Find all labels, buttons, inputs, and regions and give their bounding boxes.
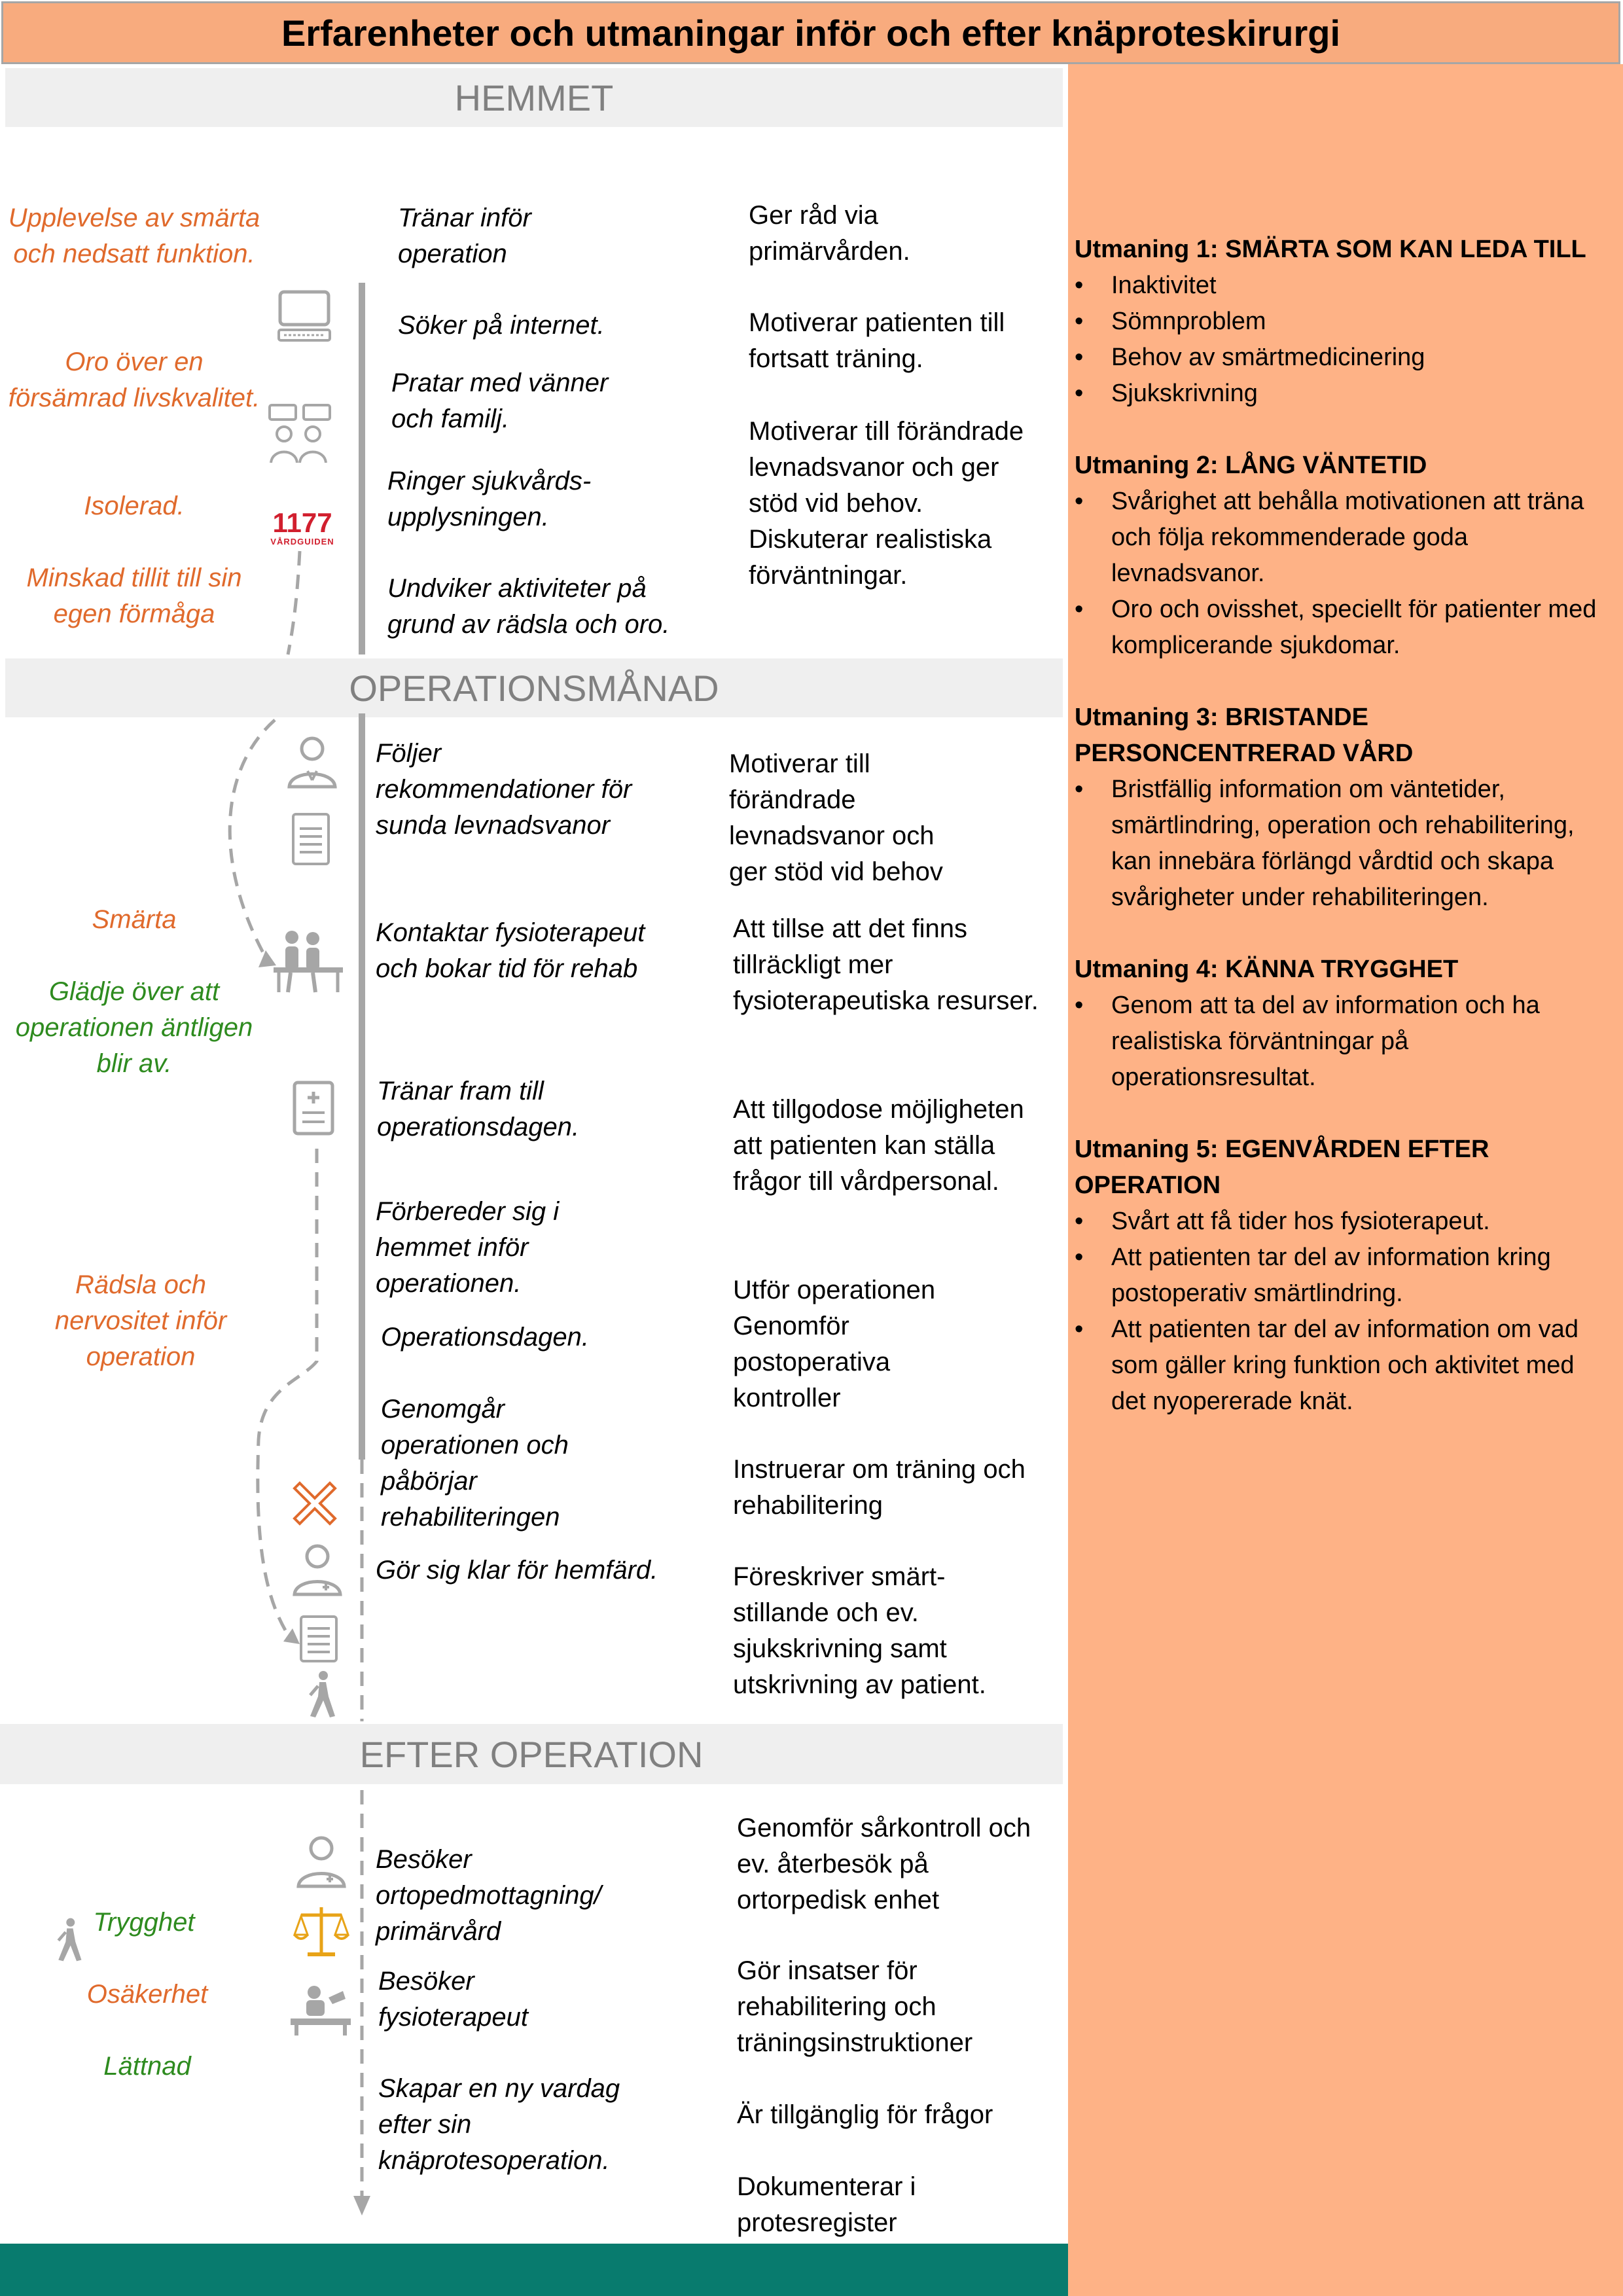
challenge-item: • Sjukskrivning xyxy=(1075,376,1611,412)
nurse-icon xyxy=(288,1538,347,1597)
vardguiden-logo-number: 1177 xyxy=(272,507,332,538)
section-after-operation: EFTER OPERATION xyxy=(0,1724,1063,1784)
medical-chart-icon xyxy=(291,1079,336,1138)
care-primary-advice: Ger råd via primärvården. xyxy=(749,201,910,266)
challenge-block xyxy=(1075,700,1611,916)
activity-undergoes-surgery: Genomgår operationen och påbörjar rehabiliteringen xyxy=(381,1395,569,1532)
physiotherapist-icon xyxy=(288,1984,353,2037)
challenge-heading: Utmaning 3: BRISTANDE PERSONCENTRERAD VÅRD xyxy=(1075,704,1414,767)
care-motivate-training: Motiverar patienten till fortsatt träning. xyxy=(749,308,1005,373)
activity-prepares-discharge: Gör sig klar för hemfärd. xyxy=(376,1556,658,1585)
section-home: HEMMET xyxy=(5,68,1063,127)
care-motivate-lifestyle: Motiverar till förändrade levnadsvanor och ger stöd vid behov xyxy=(729,749,943,886)
challenge-item: • Behov av smärtmedicinering xyxy=(1075,340,1611,376)
dashed-path-home xyxy=(288,551,300,655)
challenge-block xyxy=(1075,232,1611,412)
physiotherapy-icon xyxy=(272,928,344,994)
activity-new-everyday: Skapar en ny vardag efter sin knäprotesoperation. xyxy=(378,2074,620,2175)
challenge-item: • Inaktivitet xyxy=(1075,268,1611,304)
emotion-pain: Smärta xyxy=(92,905,177,934)
emotion-worry-quality: Oro över en försämrad livskvalitet. xyxy=(8,348,260,412)
emotion-relief: Lättnad xyxy=(103,2052,191,2081)
section-operation-month: OPERATIONSMÅNAD xyxy=(5,658,1063,717)
care-available-questions: Är tillgänglig för frågor xyxy=(737,2100,993,2129)
activity-trains-until-surgery: Tränar fram till operationsdagen. xyxy=(377,1077,580,1141)
care-ensure-physio-resources: Att tillse att det finns tillräckligt mer fysioterapeutiska resurser. xyxy=(733,914,1039,1015)
doctor-icon xyxy=(283,730,342,789)
emotion-security: Trygghet xyxy=(93,1908,195,1937)
challenges-list xyxy=(1075,232,1611,1420)
care-instructs-rehab: Instruerar om träning och rehabilitering xyxy=(733,1455,1026,1520)
challenge-item: • Att patienten tar del av information kring postoperativ smärtlindring. xyxy=(1075,1240,1611,1312)
challenge-item: • Svårt att få tider hos fysioterapeut. xyxy=(1075,1204,1611,1240)
challenge-heading: Utmaning 4: KÄNNA TRYGGHET xyxy=(1075,956,1459,983)
activity-follows-recommendations: Följer rekommendationer för sunda levnadsvanor xyxy=(376,739,632,840)
care-rehab-efforts: Gör insatser för rehabilitering och träningsinstruktioner xyxy=(737,1956,973,2057)
emotion-isolated: Isolerad. xyxy=(84,492,185,520)
page-title: Erfarenheter och utmaningar inför och efter knäproteskirurgi xyxy=(1,1,1620,64)
challenge-heading: Utmaning 1: SMÄRTA SOM KAN LEDA TILL xyxy=(1075,236,1586,263)
activity-surgery-day: Operationsdagen. xyxy=(381,1323,590,1352)
challenge-heading: Utmaning 5: EGENVÅRDEN EFTER OPERATION xyxy=(1075,1136,1489,1199)
challenge-item: • Genom att ta del av information och ha realistiska förväntningar på operationsresultat. xyxy=(1075,988,1611,1096)
computer-icon xyxy=(275,288,334,347)
activity-talk-friends: Pratar med vänner och familj. xyxy=(391,368,609,433)
activity-visits-physio: Besöker fysioterapeut xyxy=(378,1967,529,2032)
timeline-arrow-end xyxy=(353,2196,370,2215)
challenge-item: • Oro och ovisshet, speciellt för patienter med komplicerande sjukdomar. xyxy=(1075,592,1611,664)
vardguiden-logo-label: VÅRDGUIDEN xyxy=(270,537,334,547)
emotion-joy: Glädje över att operationen äntligen blir av. xyxy=(15,977,253,1078)
care-performs-surgery: Utför operationen Genomför postoperativa kontroller xyxy=(733,1276,936,1412)
challenge-item: • Svårighet att behålla motivationen att träna och följa rekommenderade goda levnadsvanor. xyxy=(1075,484,1611,592)
challenge-item: • Bristfällig information om väntetider, smärtlindring, operation och rehabilitering, kan innebära förlängd vårdtid och skapa svårigheter under rehabiliteringen. xyxy=(1075,772,1611,916)
activity-search-internet: Söker på internet. xyxy=(398,311,605,340)
care-questions-staff: Att tillgodose möjligheten att patienten kan ställa frågor till vårdpersonal. xyxy=(733,1095,1024,1196)
activity-prepares-home: Förbereder sig i hemmet inför operationen. xyxy=(376,1197,560,1298)
care-prescribes-painkillers: Föreskriver smärt-stillande och ev. sjukskrivning samt utskrivning av patient. xyxy=(733,1562,986,1699)
care-prosthesis-register: Dokumenterar i protesregister xyxy=(737,2172,916,2237)
activity-contacts-physio: Kontaktar fysioterapeut och bokar tid för rehab xyxy=(376,918,645,983)
care-wound-check: Genomför sårkontroll och ev. återbesök på ortorpedisk enhet xyxy=(737,1814,1031,1914)
walking-person-icon xyxy=(304,1670,339,1719)
discharge-document-icon xyxy=(296,1613,342,1665)
activity-call-healthline: Ringer sjukvårds-upplysningen. xyxy=(387,467,592,531)
challenge-block xyxy=(1075,448,1611,664)
care-lifestyle-support: Motiverar till förändrade levnadsvanor och ger stöd vid behov. Diskuterar realistiska förväntningar. xyxy=(749,417,1024,590)
emotion-pain-function: Upplevelse av smärta och nedsatt funktion. xyxy=(8,204,260,268)
surgery-cross-icon xyxy=(292,1480,338,1526)
footer-bar xyxy=(0,2244,1068,2296)
challenge-block xyxy=(1075,952,1611,1096)
balance-scale-icon xyxy=(292,1902,351,1961)
challenge-item: • Sömnproblem xyxy=(1075,304,1611,340)
activity-avoid: Undviker aktiviteter på grund av rädsla och oro. xyxy=(387,574,670,639)
emotion-reduced-trust: Minskad tillit till sin egen förmåga xyxy=(26,564,242,628)
vardguiden-logo xyxy=(267,509,338,547)
challenge-item: • Att patienten tar del av information om vad som gäller kring funktion och aktivitet med det nyopererade knät. xyxy=(1075,1312,1611,1420)
activity-visits-orthopedic: Besöker ortopedmottagning/ primärvård xyxy=(376,1845,601,1946)
challenge-block xyxy=(1075,1132,1611,1420)
emotion-uncertainty: Osäkerhet xyxy=(86,1980,208,2009)
emotion-fear: Rädsla och nervositet inför operation xyxy=(54,1270,227,1371)
document-icon xyxy=(288,810,334,869)
doctor-icon xyxy=(292,1830,351,1889)
challenge-heading: Utmaning 2: LÅNG VÄNTETID xyxy=(1075,452,1427,479)
people-talking-icon xyxy=(267,403,332,468)
activity-trains: Tränar inför operation xyxy=(398,204,531,268)
